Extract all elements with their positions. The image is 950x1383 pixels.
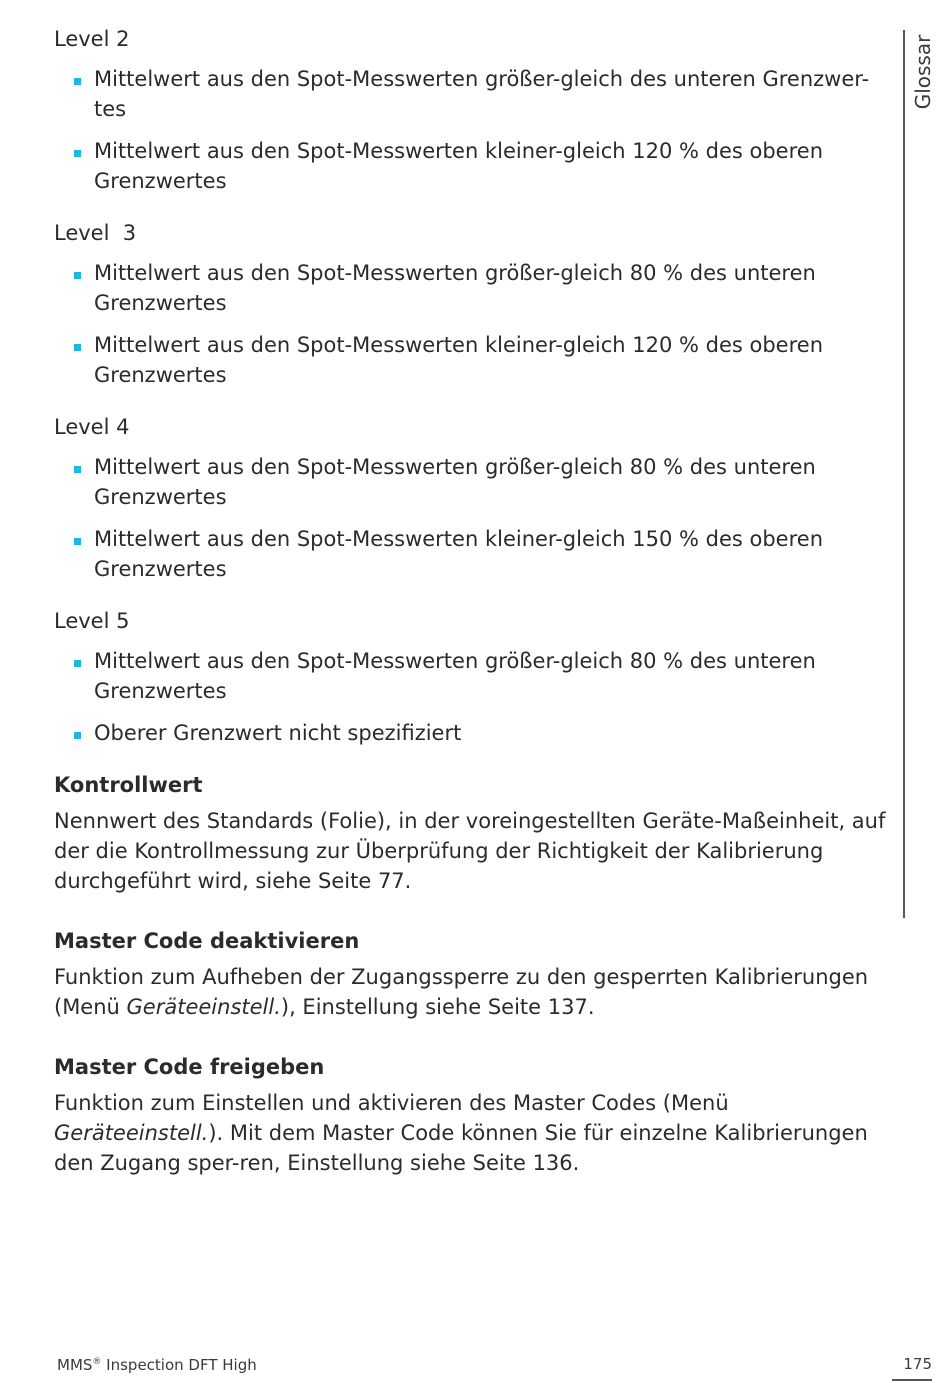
list-item xyxy=(54,646,894,706)
bullet-square-icon xyxy=(74,272,81,279)
glossary-entry xyxy=(54,770,894,896)
definition-text: ), Einstellung siehe Seite 137. xyxy=(280,995,595,1019)
list-item xyxy=(54,258,894,318)
list-item xyxy=(54,136,894,196)
bullet-text: Mittelwert aus den Spot-Messwerten größer-gleich 80 % des unteren Grenzwertes xyxy=(94,649,816,703)
bullet-text: Mittelwert aus den Spot-Messwerten kleiner-gleich 120 % des oberen Grenzwertes xyxy=(94,139,824,193)
page-number-underline xyxy=(892,1379,932,1381)
bullet-text: Mittelwert aus den Spot-Messwerten größer-gleich 80 % des unteren Grenzwertes xyxy=(94,261,816,315)
list-item xyxy=(54,330,894,390)
bullet-text: Oberer Grenzwert nicht spezifiziert xyxy=(94,721,462,745)
bullet-square-icon xyxy=(74,78,81,85)
bullet-list xyxy=(54,452,894,584)
menu-name: Geräteeinstell. xyxy=(126,995,281,1019)
bullet-square-icon xyxy=(74,466,81,473)
bullet-square-icon xyxy=(74,732,81,739)
side-divider xyxy=(903,30,905,918)
entry-term: Master Code deaktivieren xyxy=(54,929,360,953)
level-block xyxy=(54,218,894,390)
entry-definition: Nennwert des Standards (Folie), in der voreingestellten Geräte-Maßeinheit, auf der die Kontrollmessung zur Überprüfung der Richtigkeit der Kalibrierung durchgeführt wird, siehe Seite 77. xyxy=(54,809,886,893)
list-item xyxy=(54,524,894,584)
section-tab-label: Glossar xyxy=(911,34,935,110)
section-tab xyxy=(906,30,940,114)
list-item: Mittelwert aus den Spot-Messwerten größer-gleich des unteren Grenzwer- tes xyxy=(54,64,894,124)
entry-term: Master Code freigeben xyxy=(54,1055,325,1079)
bullet-list xyxy=(54,64,894,196)
entry-definition xyxy=(54,1088,894,1178)
level-label: Level 2 xyxy=(54,27,130,51)
entry-definition xyxy=(54,962,894,1022)
definition-text: ). Mit dem Master Code können Sie für einzelne Kalibrierungen den Zugang sper-ren, Einstellung siehe Seite 136. xyxy=(54,1121,868,1175)
glossary-entry xyxy=(54,1052,894,1178)
bullet-list xyxy=(54,258,894,390)
bullet-text: Mittelwert aus den Spot-Messwerten kleiner-gleich 150 % des oberen Grenzwertes xyxy=(94,527,824,581)
bullet-square-icon xyxy=(74,150,81,157)
list-item xyxy=(54,718,894,748)
page-number: 175 xyxy=(903,1355,932,1373)
bullet-text: Mittelwert aus den Spot-Messwerten größer-gleich 80 % des unteren Grenzwertes xyxy=(94,455,816,509)
glossary-content xyxy=(54,24,894,1208)
level-block xyxy=(54,606,894,748)
brand-name: MMS xyxy=(57,1356,93,1374)
bullet-square-icon xyxy=(74,344,81,351)
bullet-text: Mittelwert aus den Spot-Messwerten kleiner-gleich 120 % des oberen Grenzwertes xyxy=(94,333,824,387)
bullet-square-icon xyxy=(74,660,81,667)
level-block xyxy=(54,412,894,584)
footer-document-title xyxy=(57,1356,257,1374)
menu-name: Geräteeinstell. xyxy=(54,1121,209,1145)
level-label: Level 5 xyxy=(54,609,130,633)
level-block xyxy=(54,24,894,196)
product-name: Inspection DFT High xyxy=(101,1356,257,1374)
level-label: Level 4 xyxy=(54,415,130,439)
definition-text: Funktion zum Einstellen und aktivieren des Master Codes (Menü xyxy=(54,1091,729,1115)
bullet-square-icon xyxy=(74,538,81,545)
bullet-list xyxy=(54,646,894,748)
registered-mark: ® xyxy=(92,1357,102,1367)
list-item xyxy=(54,452,894,512)
entry-term: Kontrollwert xyxy=(54,773,203,797)
definition-text: Funktion zum Aufheben der Zugangssperre zu den gesperrten Kalibrierungen (Menü xyxy=(54,965,869,1019)
glossary-entry xyxy=(54,926,894,1022)
level-label: Level 3 xyxy=(54,221,137,245)
